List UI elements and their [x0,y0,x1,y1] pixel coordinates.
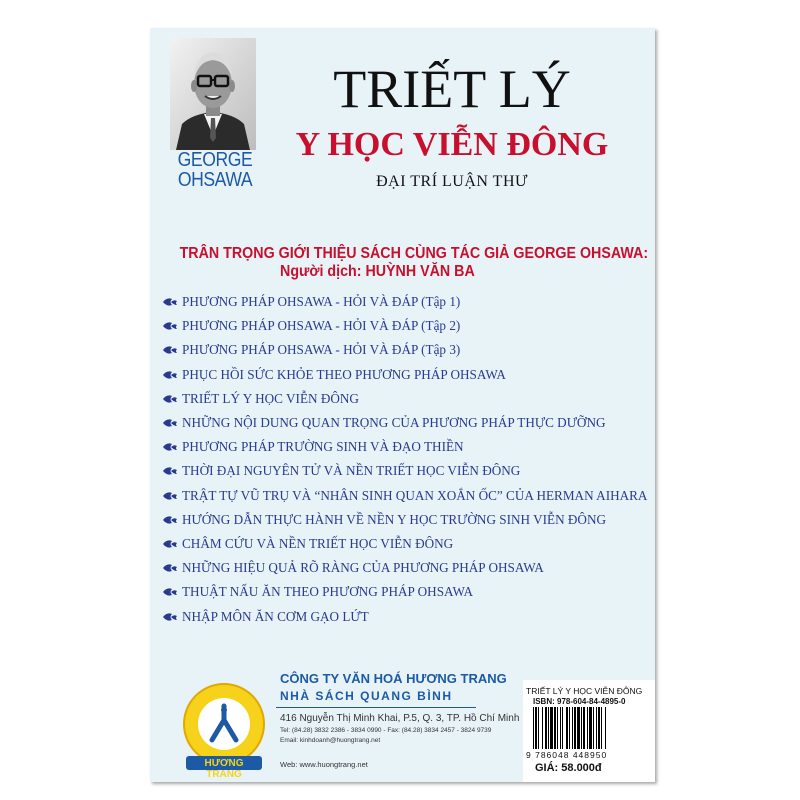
leaf-bullet-icon [162,587,182,597]
book-title-item: PHỤC HỒI SỨC KHỎE THEO PHƯƠNG PHÁP OHSAWA [182,366,506,382]
book-title-item: NHỮNG HIỆU QUẢ RÕ RÀNG CỦA PHƯƠNG PHÁP OHSAWA [182,560,544,576]
publisher-address: 416 Nguyễn Thị Minh Khai, P.5, Q. 3, TP. Hồ Chí Minh [280,713,520,724]
book-series: ĐẠI TRÍ LUẬN THƯ [376,173,528,190]
barcode-bar [605,707,606,749]
isbn-number: ISBN: 978-604-84-4895-0 [533,697,626,706]
barcode-bar [589,707,592,749]
book-title-item: TRẬT TỰ VŨ TRỤ VÀ “NHÂN SINH QUAN XOẮN ỐC” CỦA HERMAN AIHARA [182,487,648,503]
barcode-bar [545,707,547,749]
barcode-bar [554,707,556,749]
leaf-bullet-icon [162,297,182,307]
barcode-bar [562,707,563,749]
list-item [162,484,648,508]
barcode-bar [533,707,534,749]
book-title-item: TRIẾT LÝ Y HỌC VIỄN ĐÔNG [182,390,359,406]
barcode-bar [566,707,568,749]
barcode-book-title: TRIẾT LÝ Y HỌC VIỄN ĐÔNG [526,686,643,696]
book-title-item: CHÂM CỨU VÀ NỀN TRIẾT HỌC VIỄN ĐÔNG [182,535,454,551]
publisher-email: Email: kinhdoanh@huongtrang.net [280,737,381,744]
book-title-item: PHƯƠNG PHÁP OHSAWA - HỎI VÀ ĐÁP (Tập 2) [182,318,461,334]
leaf-bullet-icon [162,321,182,331]
leaf-bullet-icon [162,612,182,622]
barcode-bar [574,707,576,749]
leaf-bullet-icon [162,345,182,355]
barcode-bar [535,707,537,749]
barcode-bar [601,707,602,749]
intro-block [160,245,650,281]
book-title: TRIẾT LÝ [333,59,571,119]
barcode-bar [577,707,580,749]
publisher-name: CÔNG TY VĂN HOÁ HƯƠNG TRANG [280,671,507,686]
publisher-website: Web: www.huongtrang.net [280,760,368,769]
intro-heading: TRÂN TRỌNG GIỚI THIỆU SÁCH CÙNG TÁC GIẢ GEORGE OHSAWA: [179,245,649,262]
barcode-panel [523,680,655,782]
list-item [162,338,642,362]
book-title-item: PHƯƠNG PHÁP TRƯỜNG SINH VÀ ĐẠO THIỀN [182,439,464,455]
author-last-name: OHSAWA [177,169,253,191]
barcode-bar [593,707,594,749]
barcode-bar [583,707,585,749]
barcode-bar [560,707,561,749]
list-item [162,604,642,628]
book-title-item: PHƯƠNG PHÁP OHSAWA - HỎI VÀ ĐÁP (Tập 1) [182,294,461,310]
publisher-divider [276,707,476,708]
book-title-item: NHẬP MÔN ĂN CƠM GẠO LỨT [182,608,369,624]
leaf-bullet-icon [162,515,182,525]
leaf-bullet-icon [162,394,182,404]
list-item [162,508,642,532]
barcode-bar [572,707,573,749]
leaf-bullet-icon [162,563,182,573]
leaf-bullet-icon [162,370,182,380]
list-item [162,556,642,580]
book-title-item: PHƯƠNG PHÁP OHSAWA - HỎI VÀ ĐÁP (Tập 3) [182,342,461,358]
publisher-logo-text: HƯƠNG TRANG [204,758,244,780]
barcode-bar [596,707,597,749]
author-portrait [170,38,256,150]
barcode-bar [557,707,558,749]
barcode-bar [538,707,539,749]
leaf-bullet-icon [162,539,182,549]
barcode-digits: 9 786048 448950 [526,750,608,760]
barcode-bar [581,707,582,749]
author-first-name: GEORGE [177,149,253,171]
book-list [162,290,648,629]
price-label: GIÁ: 58.000đ [535,762,602,774]
book-title-item: THUẬT NẤU ĂN THEO PHƯƠNG PHÁP OHSAWA [182,584,474,600]
barcode-bar [542,707,543,749]
barcode-bar [550,707,553,749]
list-item [162,314,642,338]
barcode-bar [598,707,600,749]
leaf-bullet-icon [162,442,182,452]
book-title-item: HƯỚNG DẪN THỰC HÀNH VỀ NỀN Y HỌC TRƯỜNG SINH VIỄN ĐÔNG [182,511,606,527]
book-subtitle: Y HỌC VIỄN ĐÔNG [295,126,609,163]
list-item [162,459,642,483]
publisher-phone: Tel: (84.28) 3832 2386 - 3834 0990 - Fax: (84.28) 3834 2457 - 3824 9739 [280,727,492,734]
list-item [162,532,642,556]
list-item [162,411,642,435]
publisher-subname: NHÀ SÁCH QUANG BÌNH [280,689,453,703]
author-name [167,150,264,190]
leaf-bullet-icon [162,466,182,476]
book-title-item: THỜI ĐẠI NGUYÊN TỬ VÀ NỀN TRIẾT HỌC VIỄN ĐÔNG [182,463,521,479]
list-item [162,387,642,411]
barcode-bar [548,707,549,749]
leaf-bullet-icon [162,418,182,428]
list-item [162,363,642,387]
translator-line: Người dịch: HUỲNH VĂN BA [280,263,475,280]
list-item [162,580,642,604]
barcode-icon [531,707,643,749]
list-item [162,290,642,314]
barcode-bar [569,707,570,749]
book-title-item: NHỮNG NỘI DUNG QUAN TRỌNG CỦA PHƯƠNG PHÁP THỰC DƯỠNG [182,415,606,431]
list-item [162,435,642,459]
barcode-bar [587,707,588,749]
leaf-bullet-icon [162,491,182,501]
